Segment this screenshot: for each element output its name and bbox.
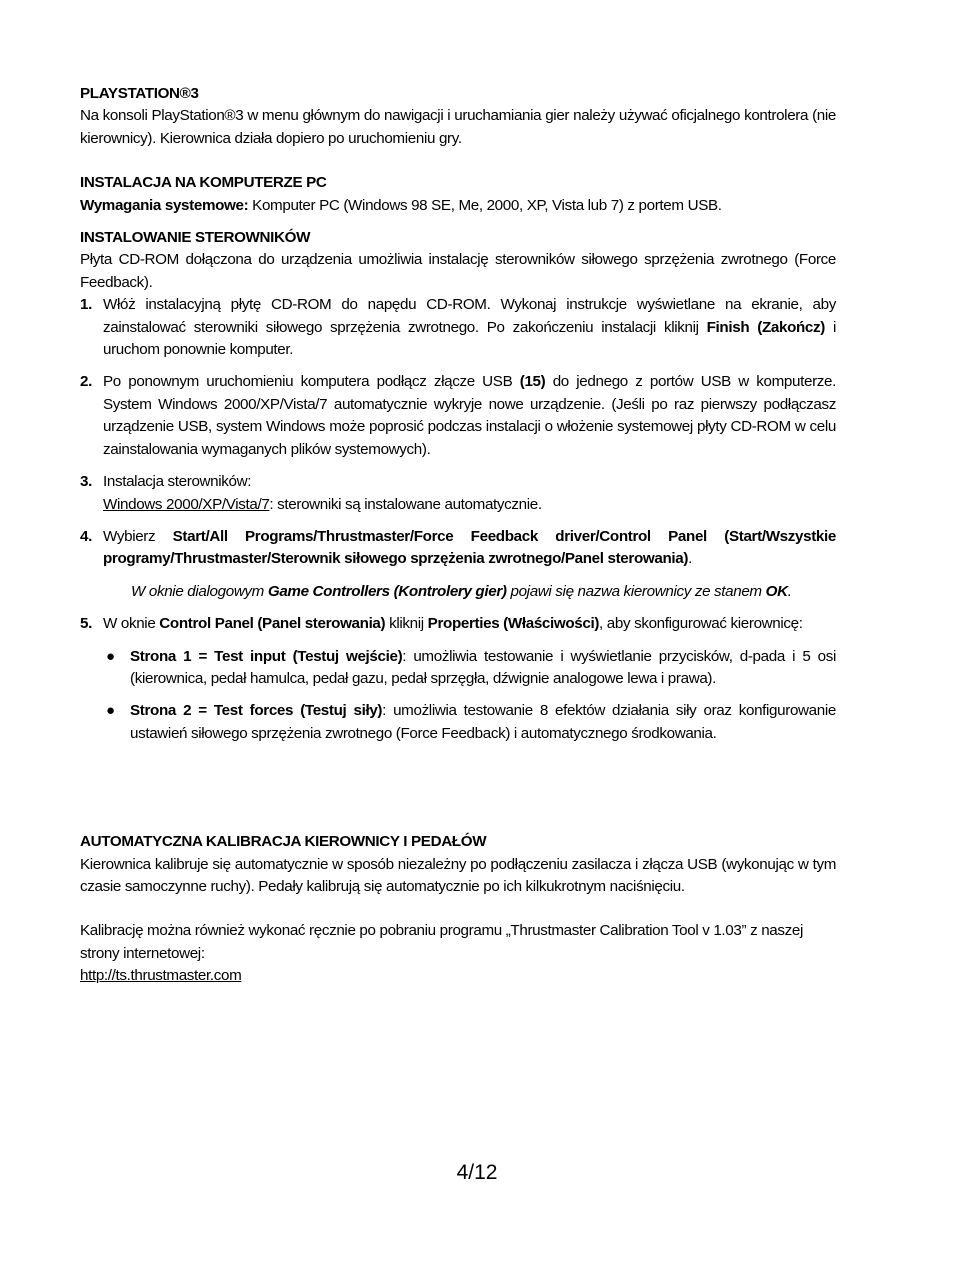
bullet-icon: ●	[106, 647, 115, 665]
step-text: Wybierz	[103, 527, 173, 545]
step-text: , aby skonfigurować kierownicę:	[599, 615, 803, 633]
page-description: : umożliwia testowanie 8 efektów działania siły oraz konfigurowanie ustawień siłowego sprzężenia zwrotnego (Force Feedback) i automatycznego środkowania.	[130, 702, 836, 742]
step-2	[80, 371, 836, 461]
drivers-heading: INSTALOWANIE STEROWNIKÓW	[80, 229, 311, 247]
requirements-label: Wymagania systemowe:	[80, 196, 249, 214]
step-4-note	[131, 581, 836, 603]
step-text: W oknie	[103, 615, 160, 633]
step-4	[80, 526, 836, 603]
finish-button-label: Finish (Zakończ)	[706, 318, 825, 336]
step-number: 2.	[80, 373, 92, 391]
ok-status: OK	[765, 582, 788, 600]
bullet-icon: ●	[106, 702, 115, 720]
note-text: pojawi się nazwa kierownicy ze stanem	[506, 582, 766, 600]
step-5	[80, 613, 836, 745]
step-text: : sterowniki są instalowane automatycznie.	[269, 495, 542, 513]
drivers-intro: Płyta CD-ROM dołączona do urządzenia umożliwia instalację sterowników siłowego sprzężenia zwrotnego (Force Feedback).	[80, 251, 836, 291]
step-number: 1.	[80, 296, 92, 314]
step-text: Po ponownym uruchomieniu komputera podłącz złącze USB	[103, 373, 520, 391]
ps3-heading: PLAYSTATION®3	[80, 85, 199, 102]
system-requirements	[80, 195, 836, 217]
properties-label: Properties (Właściwości)	[427, 615, 600, 633]
install-pc-heading: INSTALACJA NA KOMPUTERZE PC	[80, 174, 327, 192]
note-text: W oknie dialogowym	[131, 582, 268, 600]
install-steps	[80, 294, 836, 745]
page-description: : umożliwia testowanie i wyświetlanie przycisków, d-pada i 5 osi (kierownica, pedał hamulca, pedał gazu, pedał sprzęgła, dźwignie analogowe lewa i prawa).	[130, 647, 836, 687]
calibration-body: Kierownica kalibruje się automatycznie w sposób niezależny po podłączeniu zasilacza i złącza USB (wykonując w tym czasie samoczynne ruchy). Pedały kalibrują się automatycznie po ich kilkukrotnym naciśnięciu.	[80, 855, 836, 895]
list-item	[103, 700, 836, 745]
usb-connector-ref: (15)	[519, 373, 546, 391]
control-panel-label: Control Panel (Panel sterowania)	[159, 615, 386, 633]
step-1	[80, 294, 836, 361]
requirements-text: Komputer PC (Windows 98 SE, Me, 2000, XP, Vista lub 7) z portem USB.	[248, 196, 722, 214]
step-3	[80, 471, 836, 516]
calibration-heading: AUTOMATYCZNA KALIBRACJA KIEROWNICY I PEDAŁÓW	[80, 833, 487, 851]
step-number: 4.	[80, 527, 92, 545]
step-number: 5.	[80, 615, 92, 633]
document-page	[80, 83, 836, 988]
properties-pages	[103, 646, 836, 746]
os-versions: Windows 2000/XP/Vista/7	[103, 495, 270, 513]
calibration-manual: Kalibrację można również wykonać ręcznie po pobraniu programu „Thrustmaster Calibration Tool v 1.03” z naszej strony internetowej:	[80, 922, 803, 962]
step-text: do jednego z portów USB w komputerze. System Windows 2000/XP/Vista/7 automatycznie wykryje nowe urządzenie. (Jeśli po raz pierwszy podłączasz urządzenie USB, system Windows może poprosić podczas instalacji o włożenie systemowej płyty CD-ROM w celu zainstalowania wymaganych plików systemowych).	[103, 373, 836, 458]
step-text: Instalacja sterowników:	[103, 473, 252, 491]
note-text: .	[787, 582, 792, 600]
page-label: Strona 2 = Test forces (Testuj siły)	[130, 702, 383, 720]
game-controllers-label: Game Controllers (Kontrolery gier)	[267, 582, 507, 600]
ps3-body: Na konsoli PlayStation®3 w menu głównym do nawigacji i uruchamiania gier należy używać oficjalnego kontrolera (nie kierownicy). Kierownica działa dopiero po uruchomieniu gry.	[80, 107, 836, 147]
step-text: kliknij	[385, 615, 428, 633]
website-link[interactable]: http://ts.thrustmaster.com	[80, 967, 242, 985]
page-label: Strona 1 = Test input (Testuj wejście)	[130, 647, 403, 665]
list-item	[103, 646, 836, 691]
page-number: 4/12	[456, 1161, 498, 1184]
step-text: Włóż instalacyjną płytę CD-ROM do napędu CD-ROM. Wykonaj instrukcje wyświetlane na ekranie, aby zainstalować sterowniki siłowego sprzężenia zwrotnego. Po zakończeniu instalacji kliknij	[103, 296, 836, 336]
menu-path: Start/All Programs/Thrustmaster/Force Feedback driver/Control Panel (Start/Wszystkie programy/Thrustmaster/Sterownik siłowego sprzężenia zwrotnego/Panel sterowania)	[103, 527, 836, 568]
step-text: i uruchom ponownie komputer.	[103, 318, 836, 359]
step-number: 3.	[80, 473, 92, 491]
step-text: .	[688, 550, 692, 568]
